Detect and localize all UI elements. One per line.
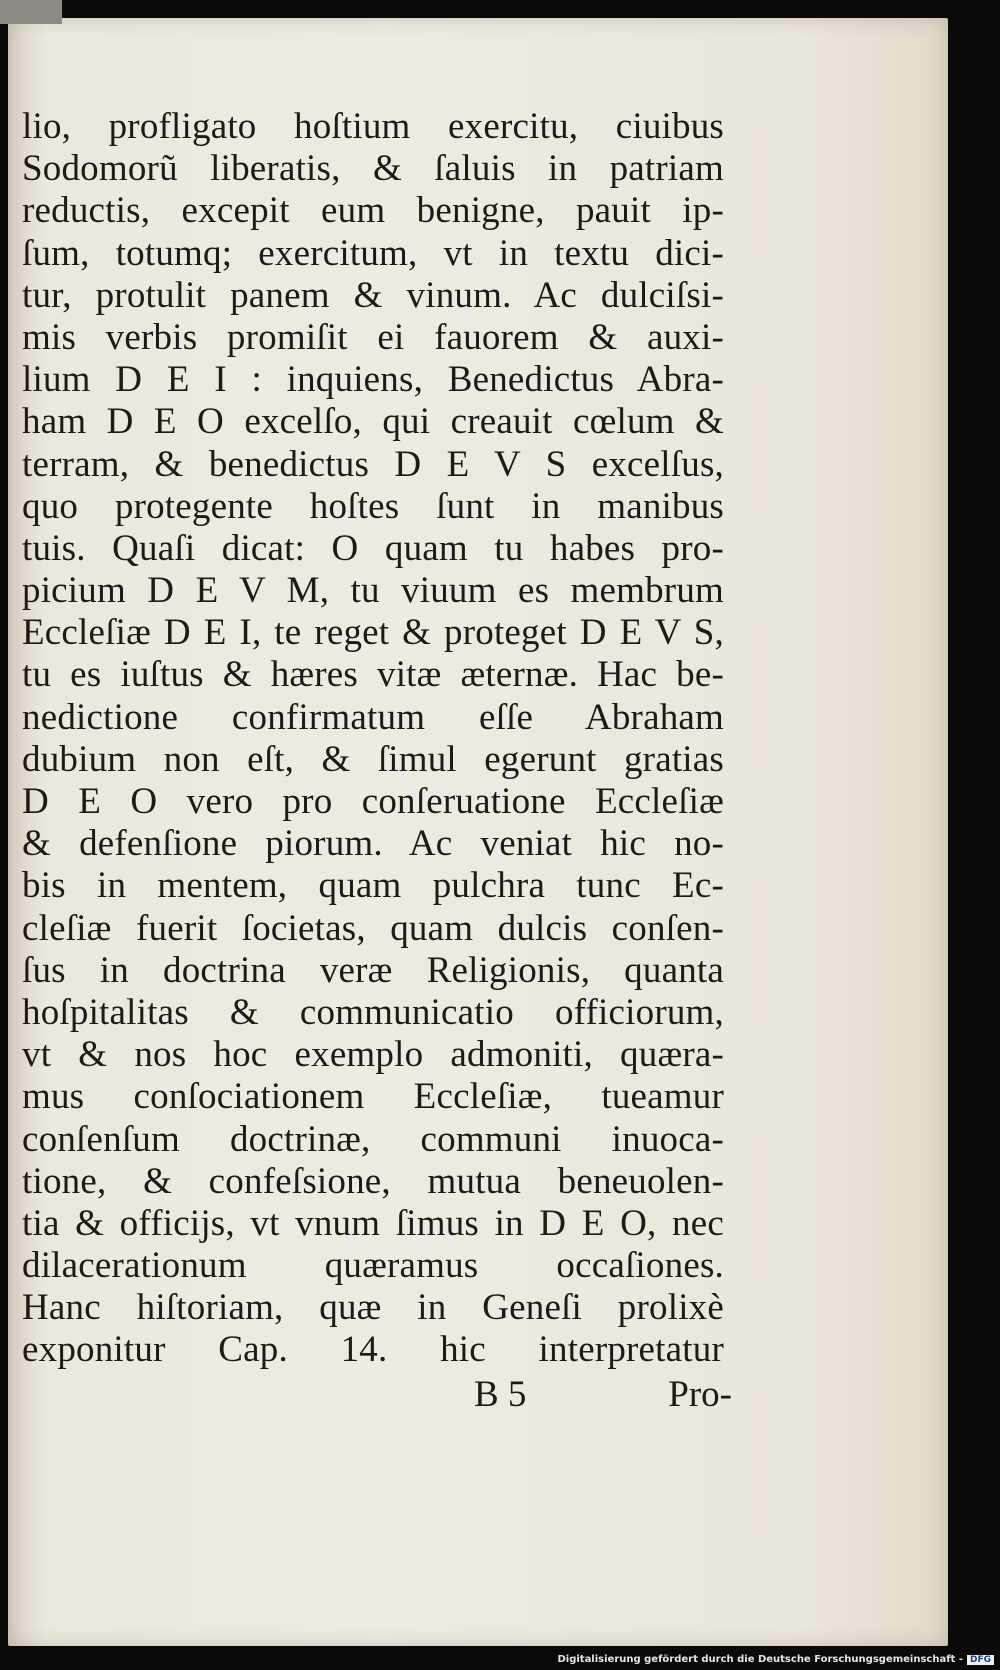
text-line: tione, & confeſsione, mutua beneuolen-	[22, 1160, 724, 1202]
text-line: & defenſione piorum. Ac veniat hic no-	[22, 823, 724, 865]
text-line: exponitur Cap. 14. hic interpretatur	[22, 1329, 724, 1371]
text-line: ham D E O excelſo, qui creauit cœlum &	[22, 401, 724, 443]
credit-text: Digitalisierung gefördert durch die Deutsche Forschungsgemeinschaft -	[557, 1654, 963, 1665]
text-line: dilacerationum quæramus occaſiones.	[22, 1245, 724, 1287]
dfg-logo-icon: DFG	[967, 1655, 994, 1665]
text-line: Sodomorũ liberatis, & ſaluis in patriam	[22, 148, 724, 190]
text-line: reductis, excepit eum benigne, pauit ip-	[22, 190, 724, 232]
scan-edge-strip	[0, 0, 62, 24]
text-line: mus conſociationem Eccleſiæ, tueamur	[22, 1076, 724, 1118]
text-line: ſum, totumq; exercitum, vt in textu dici-	[22, 232, 724, 274]
text-line: bis in mentem, quam pulchra tunc Ec-	[22, 865, 724, 907]
page-footer	[474, 1373, 732, 1416]
text-line: quo protegente hoſtes ſunt in manibus	[22, 485, 724, 527]
text-line: terram, & benedictus D E V S excelſus,	[22, 443, 724, 485]
book-page	[8, 18, 948, 1646]
catchword: Pro-	[668, 1374, 732, 1415]
text-line: tur, protulit panem & vinum. Ac dulciſsi-	[22, 274, 724, 316]
text-line: mis verbis promiſit ei fauorem & auxi-	[22, 316, 724, 358]
text-line: picium D E V M, tu viuum es membrum	[22, 570, 724, 612]
digitization-credit	[557, 1654, 994, 1665]
text-line: conſenſum doctrinæ, communi inuoca-	[22, 1118, 724, 1160]
text-line: nedictione confirmatum eſſe Abraham	[22, 696, 724, 738]
body-text	[22, 106, 724, 1372]
text-line: ſus in doctrina veræ Religionis, quanta	[22, 949, 724, 991]
text-line: tuis. Quaſi dicat: O quam tu habes pro-	[22, 527, 724, 569]
signature-mark: B 5	[474, 1374, 527, 1415]
text-line: dubium non eſt, & ſimul egerunt gratias	[22, 738, 724, 780]
text-line: D E O vero pro conſeruatione Eccleſiæ	[22, 781, 724, 822]
text-line: vt & nos hoc exemplo admoniti, quæra-	[22, 1034, 724, 1076]
text-line: lio, profligato hoſtium exercitu, ciuibus	[22, 106, 724, 147]
text-line: hoſpitalitas & communicatio officiorum,	[22, 991, 724, 1033]
text-line: lium D E I : inquiens, Benedictus Abra-	[22, 359, 724, 401]
text-line: cleſiæ fuerit ſocietas, quam dulcis conſen-	[22, 907, 724, 949]
text-line: tia & officijs, vt vnum ſimus in D E O, nec	[22, 1202, 724, 1244]
text-line: tu es iuſtus & hæres vitæ æternæ. Hac be-	[22, 654, 724, 696]
text-line: Eccleſiæ D E I, te reget & proteget D E V S,	[22, 612, 724, 654]
text-line: Hanc hiſtoriam, quæ in Geneſi prolixè	[22, 1287, 724, 1329]
